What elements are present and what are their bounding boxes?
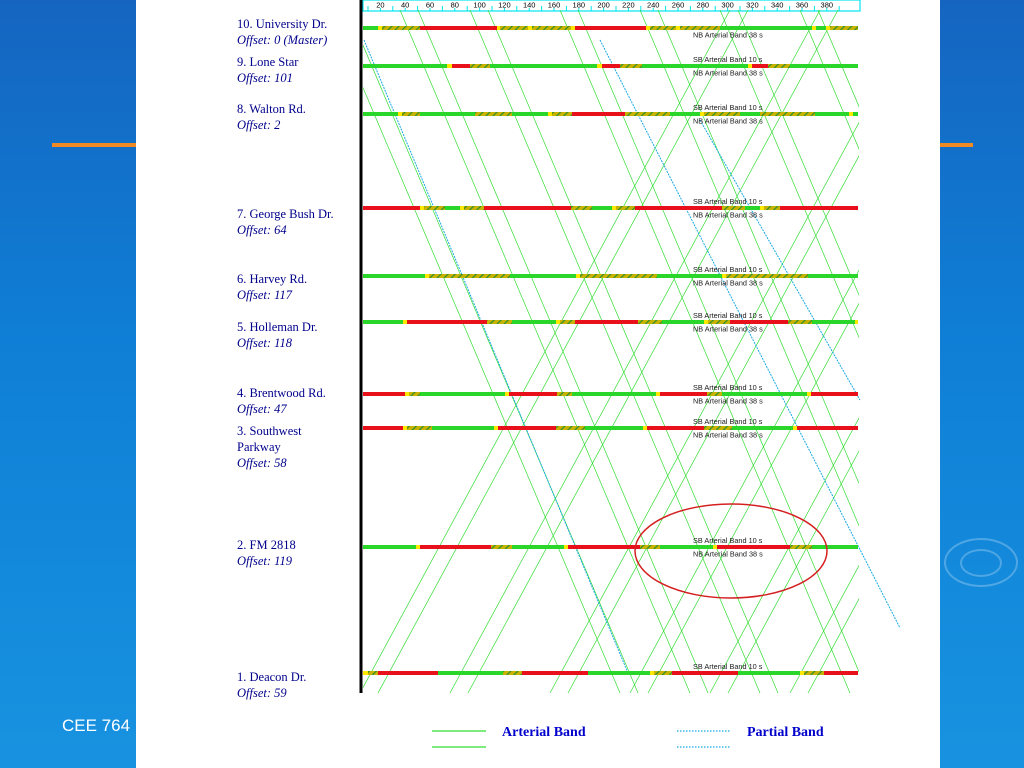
- signal-phase-segment: [532, 26, 571, 30]
- intersection-offset: Offset: 59: [237, 686, 287, 700]
- signal-phase-segment: [745, 206, 760, 210]
- intersection-offset: Offset: 58: [237, 456, 287, 470]
- signal-phase-segment: [503, 671, 522, 675]
- nb-band-line: [950, 10, 1024, 693]
- signal-phase-segment: [368, 671, 378, 675]
- course-label: CEE 764: [62, 716, 131, 735]
- intersection-name: 7. George Bush Dr.: [237, 207, 334, 221]
- sb-band-label: SB Arterial Band 10 s: [693, 197, 763, 206]
- signal-phase-segment: [363, 26, 378, 30]
- signal-phase-segment: [672, 671, 738, 675]
- signal-phase-segment: [642, 64, 748, 68]
- signal-phase-segment: [730, 320, 788, 324]
- signal-phase-segment: [564, 545, 568, 549]
- signal-phase-segment: [740, 112, 760, 116]
- signal-phase-segment: [398, 112, 402, 116]
- signal-phase-segment: [420, 545, 491, 549]
- time-axis-tick-label: 120: [498, 0, 511, 10]
- signal-phase-segment: [475, 112, 512, 116]
- signal-phase-segment: [528, 26, 532, 30]
- time-axis-tick-label: 240: [646, 0, 660, 10]
- signal-phase-segment: [405, 392, 409, 396]
- signal-phase-segment: [497, 26, 500, 30]
- signal-phase-segment: [460, 206, 464, 210]
- signal-phase-segment: [732, 426, 793, 430]
- signal-phase-segment: [464, 206, 484, 210]
- signal-phase-segment: [752, 64, 768, 68]
- signal-phase-segment: [804, 671, 824, 675]
- signal-phase-segment: [438, 671, 503, 675]
- signal-phase-segment: [432, 426, 494, 430]
- signal-phase-segment: [420, 206, 424, 210]
- signal-phase-segment: [425, 274, 429, 278]
- signal-phase-segment: [717, 545, 790, 549]
- time-axis-tick-label: 380: [820, 0, 834, 10]
- signal-phase-segment: [656, 392, 660, 396]
- signal-phase-segment: [830, 26, 858, 30]
- signal-phase-segment: [571, 26, 575, 30]
- signal-phase-segment: [420, 26, 497, 30]
- signal-phase-segment: [560, 320, 575, 324]
- signal-phase-segment: [491, 545, 512, 549]
- signal-phase-segment: [552, 112, 572, 116]
- nb-band-line: [968, 10, 1024, 693]
- intersection-name: 3. Southwest Parkway: [237, 424, 302, 454]
- signal-phase-segment: [378, 26, 382, 30]
- signal-phase-segment: [597, 64, 602, 68]
- signal-phase-segment: [812, 26, 816, 30]
- signal-phase-segment: [680, 26, 720, 30]
- signal-phase-segment: [420, 112, 475, 116]
- legend-arterial-label: Arterial Band: [502, 725, 586, 740]
- intersection-name: 5. Holleman Dr.: [237, 320, 318, 334]
- signal-phase-segment: [363, 545, 416, 549]
- intersection-offset: Offset: 47: [237, 402, 287, 416]
- signal-phase-segment: [797, 426, 858, 430]
- signal-phase-segment: [722, 392, 807, 396]
- signal-phase-segment: [452, 64, 470, 68]
- partial-band-line: [700, 120, 860, 400]
- time-axis-tick-label: 40: [401, 0, 410, 10]
- intersection-name: 2. FM 2818: [237, 538, 296, 552]
- sb-band-label: SB Arterial Band 10 s: [693, 383, 763, 392]
- signal-phase-segment: [403, 426, 407, 430]
- signal-phase-segment: [654, 671, 672, 675]
- signal-phase-segment: [407, 426, 432, 430]
- time-axis-tick-label: 220: [622, 0, 635, 10]
- signal-phase-segment: [657, 274, 722, 278]
- signal-phase-segment: [403, 320, 407, 324]
- signal-phase-segment: [670, 112, 700, 116]
- signal-phase-segment: [510, 274, 576, 278]
- signal-phase-segment: [505, 392, 509, 396]
- signal-phase-segment: [662, 320, 704, 324]
- signal-phase-segment: [470, 64, 490, 68]
- signal-phase-segment: [676, 26, 680, 30]
- sb-band-label: SB Arterial Band 10 s: [693, 55, 763, 64]
- signal-phase-segment: [647, 426, 704, 430]
- intersection-name: 4. Brentwood Rd.: [237, 386, 326, 400]
- signal-phase-segment: [760, 112, 815, 116]
- time-axis-tick-label: 260: [671, 0, 685, 10]
- signal-phase-segment: [556, 320, 560, 324]
- signal-phase-segment: [420, 392, 505, 396]
- time-axis-ruler: [363, 0, 860, 11]
- intersection-offset: Offset: 101: [237, 71, 293, 85]
- signal-phase-segment: [722, 206, 745, 210]
- signal-phase-segment: [585, 426, 643, 430]
- signal-phase-segment: [849, 112, 853, 116]
- signal-phase-segment: [713, 545, 717, 549]
- time-axis-tick-label: 140: [522, 0, 536, 10]
- signal-phase-segment: [556, 426, 585, 430]
- sb-band-label: SB Arterial Band 10 s: [693, 417, 763, 426]
- signal-phase-segment: [700, 112, 704, 116]
- signal-phase-segment: [704, 112, 740, 116]
- signal-phase-segment: [407, 320, 487, 324]
- signal-phase-segment: [635, 206, 722, 210]
- signal-phase-segment: [800, 671, 804, 675]
- signal-phase-segment: [646, 26, 650, 30]
- signal-phase-segment: [620, 64, 642, 68]
- signal-phase-segment: [638, 320, 662, 324]
- intersection-offset: Offset: 119: [237, 554, 292, 568]
- signal-phase-segment: [816, 26, 826, 30]
- intersection-name: 6. Harvey Rd.: [237, 272, 308, 286]
- signal-phase-segment: [409, 392, 420, 396]
- signal-phase-segment: [708, 320, 730, 324]
- nb-band-label: NB Arterial Band 38 s: [693, 430, 763, 440]
- intersection-offset: Offset: 2: [237, 118, 281, 132]
- signal-phase-segment: [720, 26, 812, 30]
- nb-band-line: [888, 10, 1024, 693]
- signal-phase-segment: [707, 392, 722, 396]
- signal-phase-segment: [826, 26, 830, 30]
- signal-phase-segment: [790, 64, 858, 68]
- signal-phase-segment: [748, 64, 752, 68]
- signal-phase-segment: [487, 320, 512, 324]
- signal-phase-segment: [704, 426, 732, 430]
- signal-phase-segment: [592, 206, 612, 210]
- signal-phase-segment: [572, 392, 656, 396]
- signal-phase-segment: [575, 320, 638, 324]
- nb-band-label: NB Arterial Band 38 s: [693, 278, 763, 288]
- signal-phase-segment: [512, 320, 556, 324]
- time-axis-tick-label: 280: [696, 0, 710, 10]
- signal-timing-bars: [363, 26, 858, 675]
- signal-phase-segment: [640, 545, 660, 549]
- signal-phase-segment: [490, 64, 597, 68]
- signal-phase-segment: [812, 320, 855, 324]
- intersection-name: 10. University Dr.: [237, 17, 328, 31]
- intersection-name: 9. Lone Star: [237, 55, 299, 69]
- signal-phase-segment: [571, 206, 592, 210]
- partial-band-line: [364, 40, 628, 673]
- signal-phase-segment: [416, 545, 420, 549]
- signal-phase-segment: [363, 426, 403, 430]
- sb-band-label: SB Arterial Band 10 s: [693, 662, 763, 671]
- signal-phase-segment: [612, 206, 616, 210]
- signal-phase-segment: [512, 112, 548, 116]
- nb-band-label: NB Arterial Band 38 s: [693, 396, 763, 406]
- nb-band-label: NB Arterial Band 38 s: [693, 30, 763, 40]
- signal-phase-segment: [812, 545, 858, 549]
- signal-phase-segment: [616, 206, 635, 210]
- time-axis: [363, 0, 860, 11]
- signal-phase-segment: [363, 64, 447, 68]
- signal-phase-segment: [498, 426, 556, 430]
- signal-phase-segment: [815, 112, 849, 116]
- signal-phase-segment: [625, 112, 670, 116]
- time-axis-tick-label: 160: [547, 0, 561, 10]
- time-axis-tick-label: 20: [376, 0, 385, 10]
- signal-phase-segment: [509, 392, 557, 396]
- signal-phase-segment: [445, 206, 460, 210]
- signal-phase-segment: [602, 64, 620, 68]
- signal-phase-segment: [363, 206, 420, 210]
- signal-phase-segment: [447, 64, 452, 68]
- signal-phase-segment: [363, 274, 425, 278]
- signal-phase-segment: [643, 426, 647, 430]
- signal-phase-segment: [576, 274, 580, 278]
- signal-phase-segment: [500, 26, 528, 30]
- signal-phase-segment: [788, 320, 812, 324]
- time-axis-tick-label: 200: [597, 0, 610, 10]
- intersection-name: 8. Walton Rd.: [237, 102, 306, 116]
- signal-phase-segment: [764, 206, 780, 210]
- signal-phase-segment: [790, 545, 812, 549]
- intersection-offset: Offset: 117: [237, 288, 292, 302]
- intersection-name: 1. Deacon Dr.: [237, 670, 307, 684]
- signal-phase-segment: [768, 64, 790, 68]
- sb-band-label: SB Arterial Band 10 s: [693, 265, 763, 274]
- intersection-offset: Offset: 0 (Master): [237, 33, 328, 47]
- nb-band-label: NB Arterial Band 38 s: [693, 324, 763, 334]
- time-axis-tick-label: 360: [795, 0, 809, 10]
- sb-band-label: SB Arterial Band 10 s: [693, 536, 763, 545]
- signal-phase-segment: [557, 392, 572, 396]
- signal-phase-segment: [722, 274, 726, 278]
- signal-phase-segment: [793, 426, 797, 430]
- signal-phase-segment: [575, 26, 646, 30]
- legend-partial-label: Partial Band: [747, 725, 824, 740]
- intersection-offset: Offset: 118: [237, 336, 292, 350]
- nb-band-label: NB Arterial Band 38 s: [693, 68, 763, 78]
- nb-band-line: [870, 10, 1024, 693]
- signal-phase-segment: [588, 671, 650, 675]
- signal-phase-segment: [808, 274, 858, 278]
- signal-phase-segment: [660, 392, 707, 396]
- nb-band-label: NB Arterial Band 38 s: [693, 210, 763, 220]
- time-axis-tick-label: 100: [473, 0, 486, 10]
- signal-phase-segment: [726, 274, 808, 278]
- signal-phase-segment: [378, 671, 438, 675]
- signal-phase-segment: [522, 671, 588, 675]
- signal-phase-segment: [512, 545, 564, 549]
- signal-phase-segment: [382, 26, 420, 30]
- time-axis-tick-label: 180: [572, 0, 586, 10]
- intersection-offset: Offset: 64: [237, 223, 287, 237]
- signal-phase-segment: [650, 671, 654, 675]
- signal-phase-segment: [363, 320, 403, 324]
- signal-phase-segment: [568, 545, 640, 549]
- signal-phase-segment: [855, 320, 858, 324]
- signal-phase-segment: [738, 671, 800, 675]
- signal-phase-segment: [484, 206, 571, 210]
- signal-phase-segment: [811, 392, 858, 396]
- time-axis-tick-label: 80: [450, 0, 459, 10]
- signal-phase-segment: [363, 112, 398, 116]
- signal-phase-segment: [780, 206, 858, 210]
- signal-phase-segment: [704, 320, 708, 324]
- signal-phase-segment: [650, 26, 676, 30]
- signal-phase-segment: [424, 206, 445, 210]
- signal-phase-segment: [853, 112, 858, 116]
- signal-phase-segment: [402, 112, 420, 116]
- signal-phase-segment: [548, 112, 552, 116]
- time-axis-tick-label: 340: [770, 0, 784, 10]
- signal-phase-segment: [807, 392, 811, 396]
- signal-phase-segment: [494, 426, 498, 430]
- nb-band-label: NB Arterial Band 38 s: [693, 549, 763, 559]
- signal-phase-segment: [824, 671, 858, 675]
- signal-phase-segment: [572, 112, 625, 116]
- sb-band-label: SB Arterial Band 10 s: [693, 311, 763, 320]
- time-axis-tick-label: 300: [721, 0, 734, 10]
- signal-phase-segment: [580, 274, 657, 278]
- signal-phase-segment: [363, 671, 368, 675]
- time-axis-tick-label: 60: [425, 0, 435, 10]
- signal-phase-segment: [429, 274, 510, 278]
- sb-band-label: SB Arterial Band 10 s: [693, 103, 763, 112]
- signal-phase-segment: [660, 545, 713, 549]
- signal-phase-segment: [363, 392, 405, 396]
- nb-band-label: NB Arterial Band 38 s: [693, 116, 763, 126]
- time-axis-tick-label: 320: [746, 0, 759, 10]
- signal-phase-segment: [760, 206, 764, 210]
